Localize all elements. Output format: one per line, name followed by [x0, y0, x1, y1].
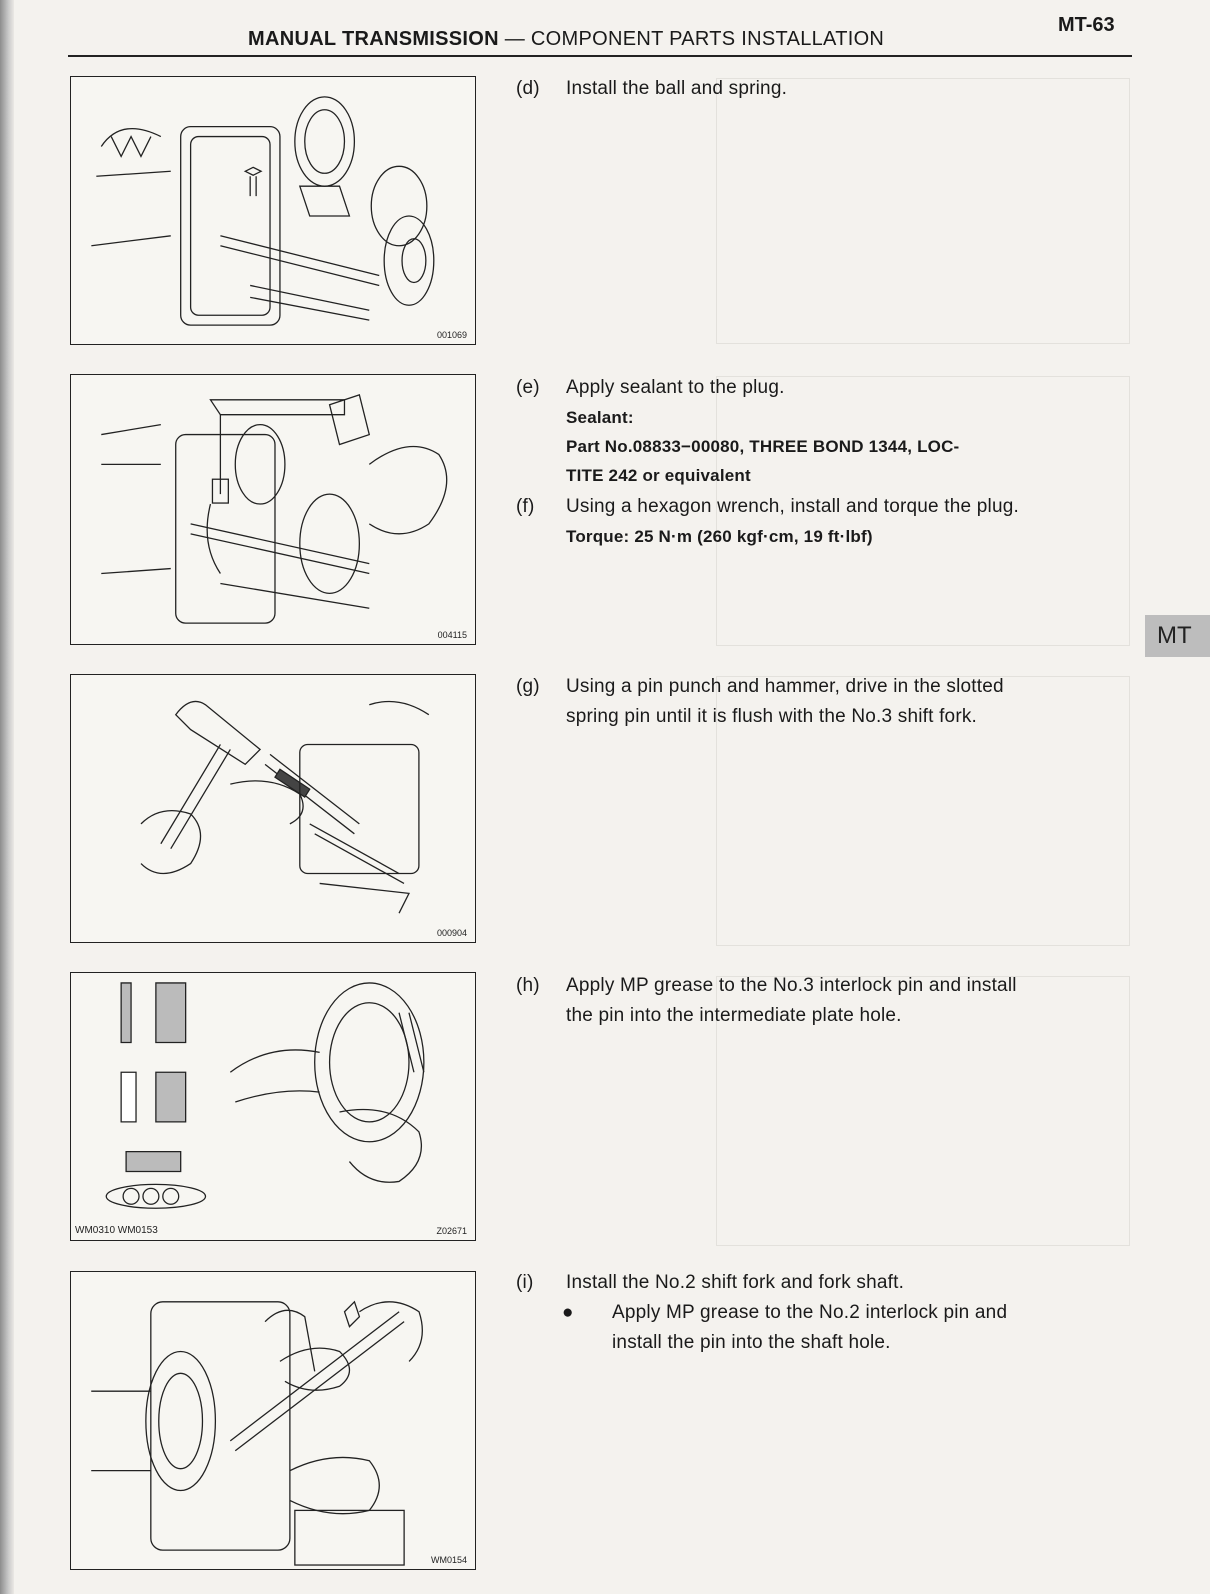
step-label: (g) [516, 676, 540, 697]
figure-code: 001069 [436, 330, 467, 340]
figure-plug-torque [70, 374, 476, 645]
subsection-title: COMPONENT PARTS INSTALLATION [530, 28, 885, 50]
interlock-pin-illustration [71, 973, 475, 1240]
bullet-text: Apply MP grease to the No.2 interlock pin and [612, 1302, 1008, 1323]
figure-shift-fork [70, 1271, 476, 1570]
step-text: Using a pin punch and hammer, drive in the slotted [566, 676, 1004, 697]
step-text: Install the ball and spring. [566, 78, 788, 99]
section-title: MANUAL TRANSMISSION [248, 28, 499, 50]
sealant-heading: Sealant: [566, 408, 634, 427]
bleed-through-figure [716, 78, 1130, 344]
figure-interlock-pin [70, 972, 476, 1241]
figure-code: WM0154 [430, 1555, 467, 1565]
step-text: Install the No.2 shift fork and fork shaft. [566, 1272, 905, 1293]
header-divider [68, 55, 1132, 57]
step-g [516, 672, 1128, 732]
page-spine-shadow [0, 0, 14, 1594]
page-number: MT-63 [1058, 14, 1115, 36]
transmission-illustration [71, 375, 475, 644]
hammer-and-punch-illustration [71, 675, 475, 942]
step-label: (e) [516, 377, 540, 398]
section-tab: MT [1145, 615, 1210, 657]
step-label: (f) [516, 496, 535, 517]
step-e [516, 373, 1128, 490]
figure-code: Z02671 [436, 1226, 467, 1236]
sealant-spec-line: TITE 242 or equivalent [566, 466, 751, 485]
bullet-item [562, 1298, 1128, 1358]
step-i [516, 1268, 1128, 1358]
step-d [516, 74, 1128, 104]
step-h [516, 971, 1128, 1031]
step-label: (d) [516, 78, 540, 99]
step-label: (i) [516, 1272, 534, 1293]
step-text-continued: the pin into the intermediate plate hole. [566, 1005, 902, 1026]
step-text: Using a hexagon wrench, install and torque the plug. [566, 496, 1019, 517]
figure-code: 000904 [436, 928, 467, 938]
step-label: (h) [516, 975, 540, 996]
header-dash: — [498, 28, 531, 50]
sealant-spec-line: Part No.08833−00080, THREE BOND 1344, LOC- [566, 437, 960, 456]
transmission-illustration [71, 77, 475, 344]
bullet-icon: ● [562, 1302, 574, 1323]
step-text: Apply sealant to the plug. [566, 377, 785, 398]
step-text: Apply MP grease to the No.3 interlock pin and install [566, 975, 1017, 996]
page-header [248, 28, 884, 51]
figure-code: 004115 [437, 630, 467, 640]
torque-spec: Torque: 25 N·m (260 kgf·cm, 19 ft·lbf) [566, 527, 873, 546]
bullet-text-continued: install the pin into the shaft hole. [612, 1332, 891, 1353]
step-text-continued: spring pin until it is flush with the No.3 shift fork. [566, 706, 978, 727]
figure-ball-spring [70, 76, 476, 345]
shift-fork-illustration [71, 1272, 475, 1569]
figure-pin-punch [70, 674, 476, 943]
step-f [516, 492, 1128, 551]
figure-code-secondary: WM0310 WM0153 [75, 1225, 158, 1236]
